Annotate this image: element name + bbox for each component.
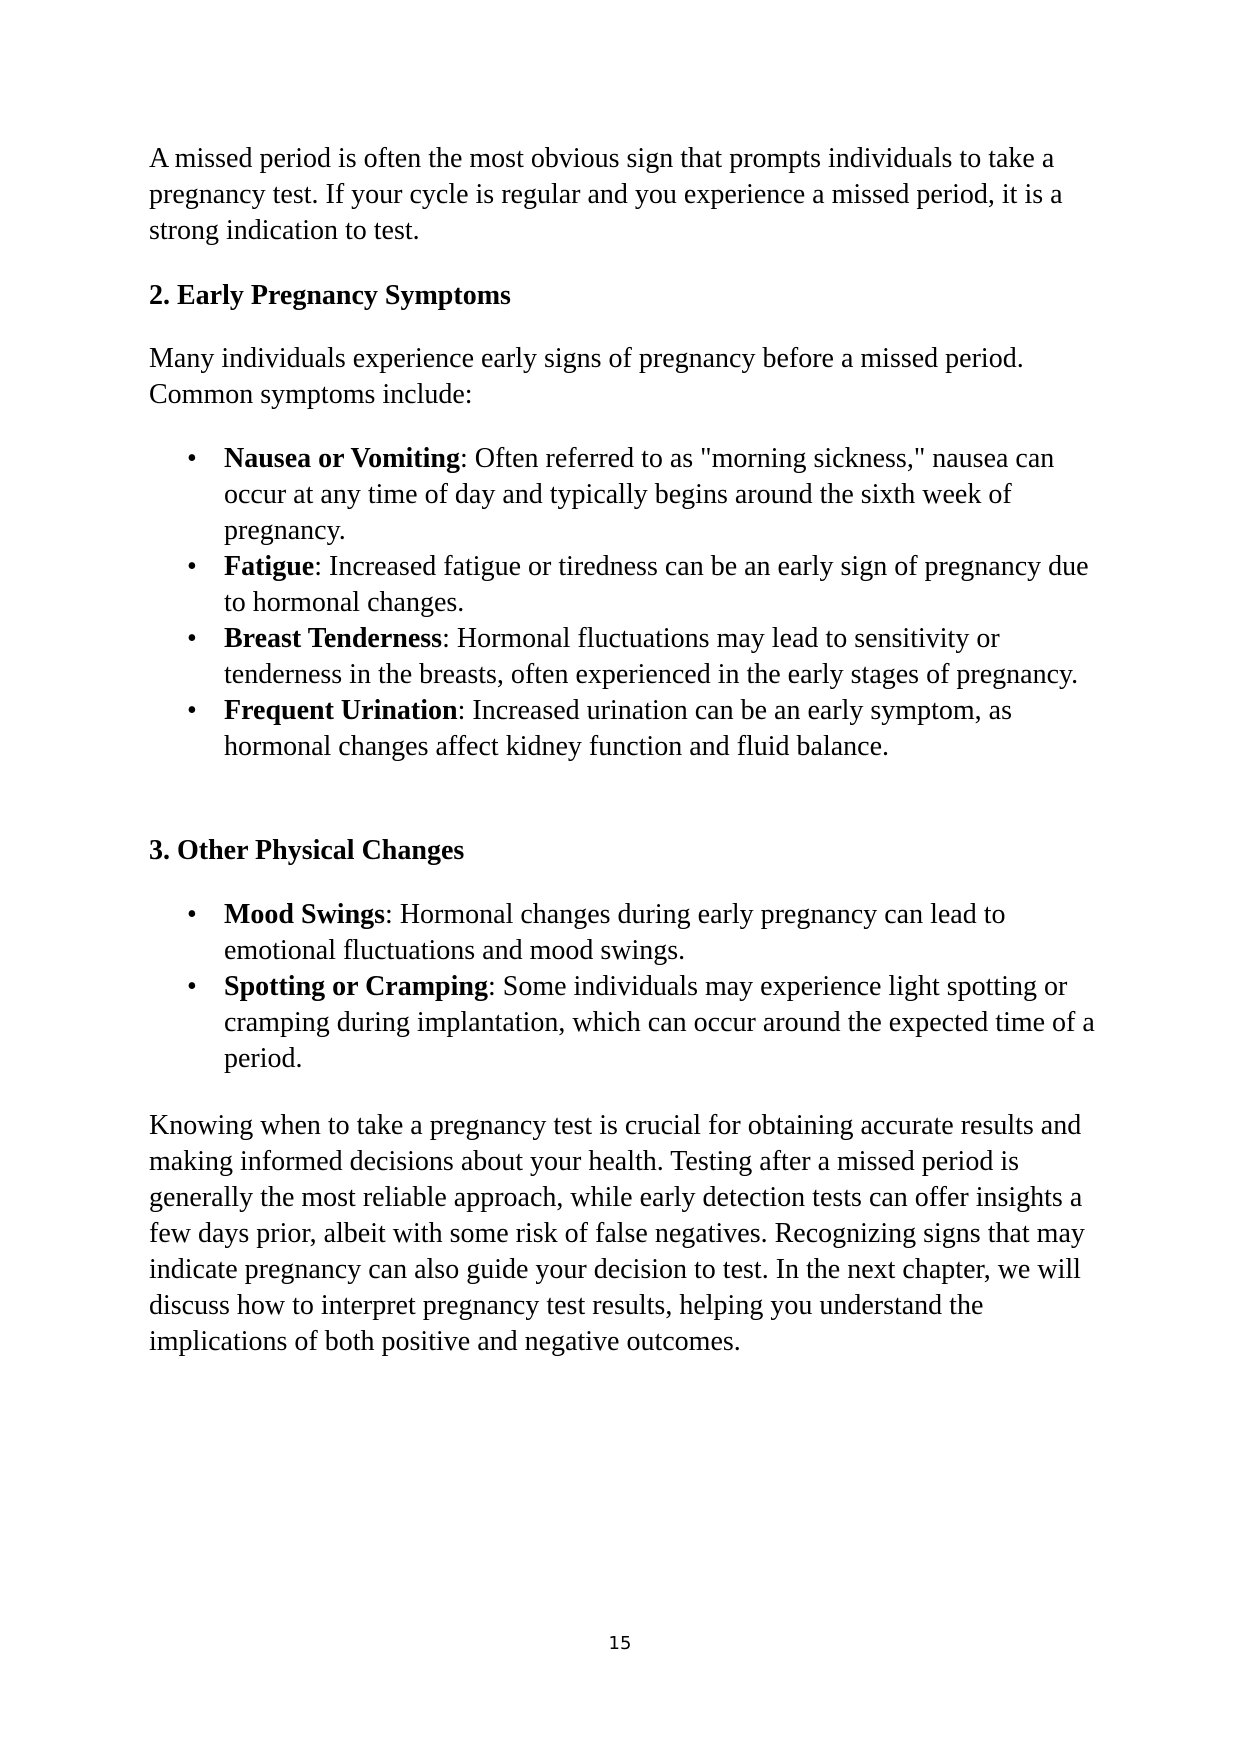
section-3-heading: 3. Other Physical Changes (149, 835, 465, 866)
list-item (149, 549, 1099, 621)
item-text: : Often referred to as "morning sickness," nausea can occur at any time of day and typically begins around the sixth week of pregnancy. (224, 443, 1055, 546)
page-number: 15 (608, 1633, 632, 1654)
bullet-icon: • (187, 899, 197, 930)
item-text: : Increased urination can be an early symptom, as hormonal changes affect kidney function and fluid balance. (224, 695, 1012, 762)
list-item (149, 897, 1099, 969)
bullet-icon: • (187, 971, 197, 1002)
bullet-icon: • (187, 695, 197, 726)
item-term: Spotting or Cramping (224, 971, 488, 1002)
item-text: : Some individuals may experience light spotting or cramping during implantation, which can occur around the expected time of a period. (224, 971, 1095, 1074)
item-term: Nausea or Vomiting (224, 443, 460, 474)
list-item (149, 621, 1099, 693)
item-term: Mood Swings (224, 899, 386, 930)
symptom-list (149, 441, 1099, 765)
item-term: Breast Tenderness (224, 623, 443, 654)
list-item (149, 969, 1099, 1077)
bullet-icon: • (187, 551, 197, 582)
conclusion-paragraph: Knowing when to take a pregnancy test is crucial for obtaining accurate results and making informed decisions about your health. Testing after a missed period is generally the most reliable approach, while early detection tests can offer insights a few days prior, albeit with some risk of false negatives. Recognizing signs that may indicate pregnancy can also guide your decision to test. In the next chapter, we will discuss how to interpret pregnancy test results, helping you understand the implications of both positive and negative outcomes. (149, 1110, 1085, 1357)
bullet-icon: • (187, 623, 197, 654)
intro-paragraph: A missed period is often the most obvious sign that prompts individuals to take a pregnancy test. If your cycle is regular and you experience a missed period, it is a strong indication to test. (149, 143, 1063, 246)
list-item (149, 441, 1099, 549)
item-term: Frequent Urination (224, 695, 458, 726)
list-item (149, 693, 1099, 765)
item-text: : Hormonal changes during early pregnancy can lead to emotional fluctuations and mood swings. (224, 899, 1006, 966)
physical-changes-list (149, 897, 1099, 1077)
bullet-icon: • (187, 443, 197, 474)
section-2-intro: Many individuals experience early signs of pregnancy before a missed period. Common symptoms include: (149, 343, 1024, 410)
item-term: Fatigue (224, 551, 315, 582)
section-2-heading: 2. Early Pregnancy Symptoms (149, 280, 511, 311)
item-text: : Increased fatigue or tiredness can be an early sign of pregnancy due to hormonal changes. (224, 551, 1089, 618)
item-text: : Hormonal fluctuations may lead to sensitivity or tenderness in the breasts, often experienced in the early stages of pregnancy. (224, 623, 1079, 690)
